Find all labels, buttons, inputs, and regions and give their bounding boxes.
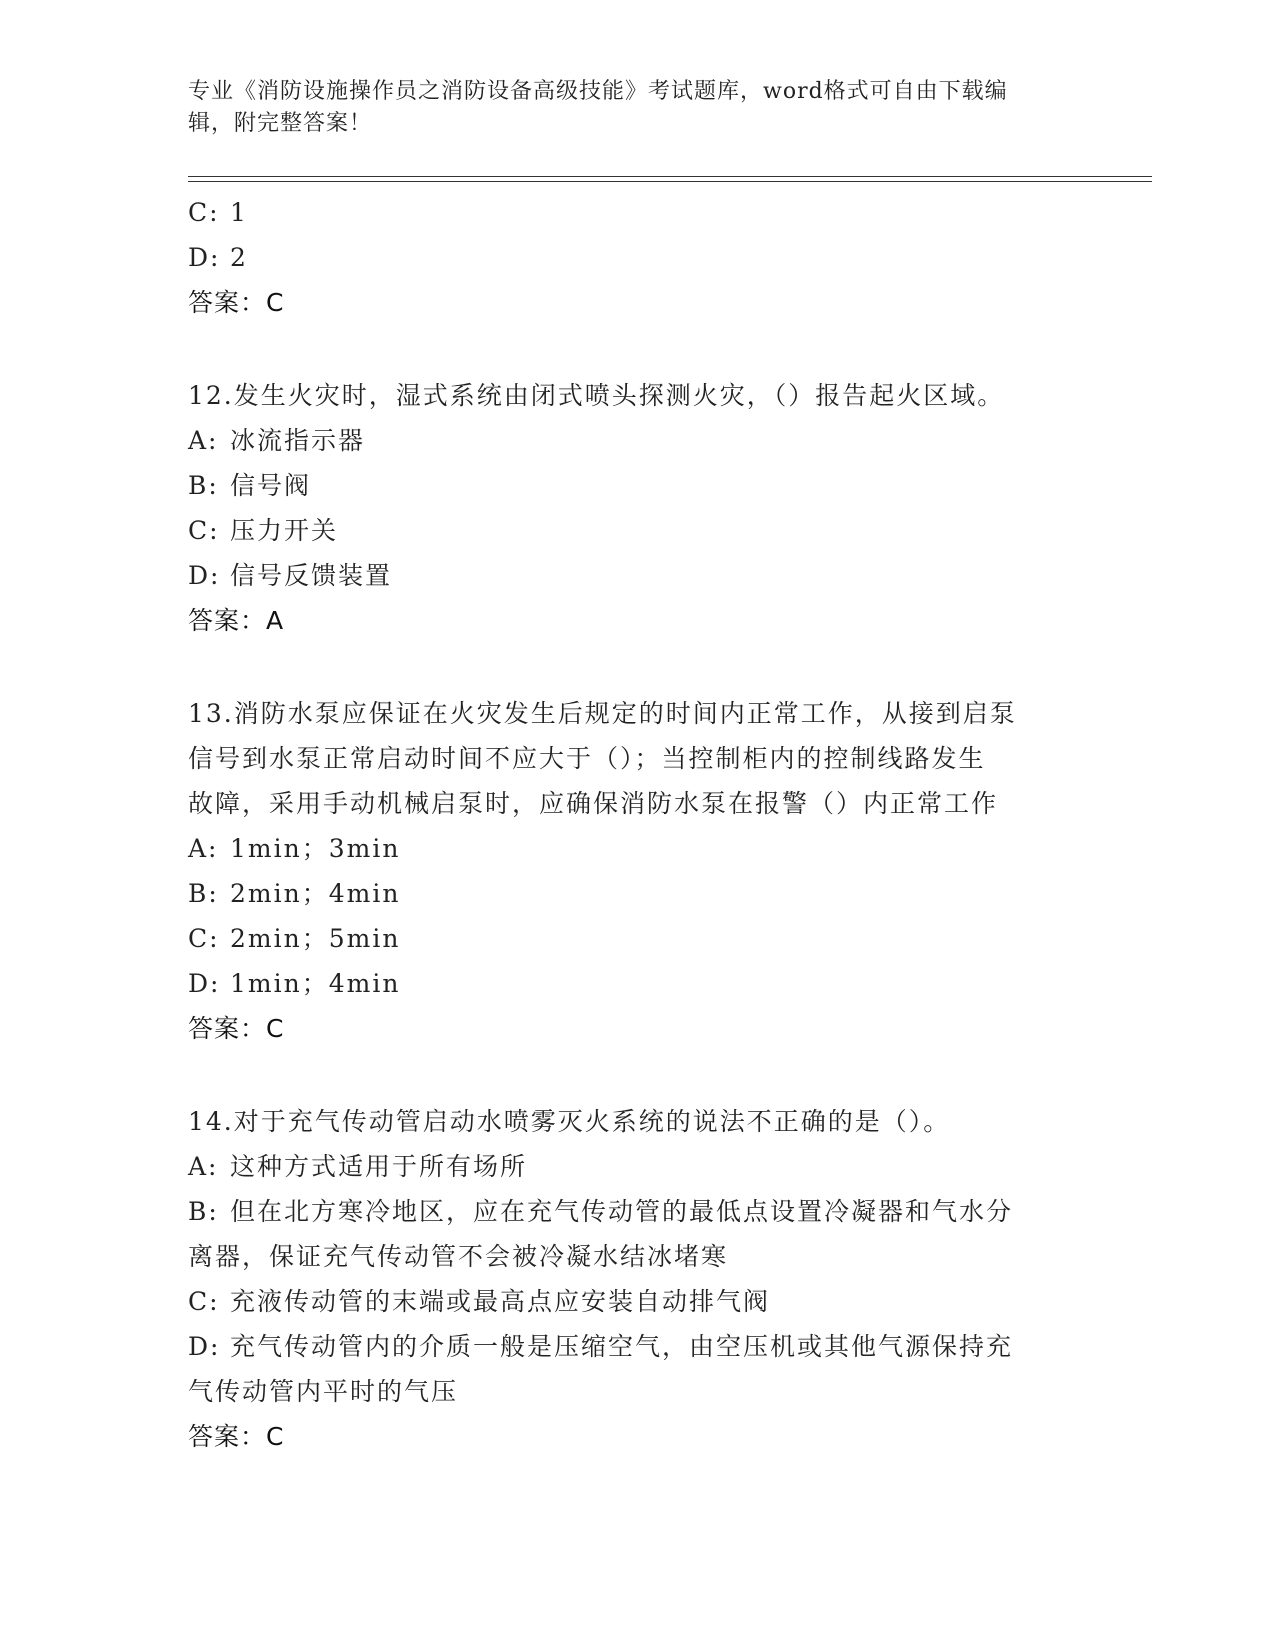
option-label: C: bbox=[188, 516, 220, 545]
question-stem-line: 故障，采用手动机械启泵时，应确保消防水泵在报警（）内正常工作 bbox=[188, 789, 999, 818]
option-text: 信号阀 bbox=[230, 471, 312, 500]
option-c bbox=[188, 916, 1088, 961]
header-line-1: 专业《消防设施操作员之消防设备高级技能》考试题库，word格式可自由下载编 bbox=[188, 79, 1008, 104]
option-label: D: bbox=[188, 969, 221, 998]
option-d bbox=[188, 961, 1088, 1006]
option-label: B: bbox=[188, 471, 219, 500]
question-11-partial bbox=[188, 190, 1088, 325]
option-label: C: bbox=[188, 924, 220, 953]
question-stem: 12.发生火灾时，湿式系统由闭式喷头探测火灾，（）报告起火区域。 bbox=[188, 381, 1005, 410]
header-line-2: 辑，附完整答案！ bbox=[188, 111, 373, 136]
option-label: B: bbox=[188, 1197, 219, 1226]
option-a bbox=[188, 1144, 1088, 1189]
answer-line: 答案：A bbox=[188, 606, 285, 635]
question-list bbox=[188, 190, 1088, 1459]
option-text: 1min；3min bbox=[230, 834, 401, 863]
option-label: A: bbox=[188, 1152, 219, 1181]
option-d bbox=[188, 235, 1088, 280]
option-label: A: bbox=[188, 426, 219, 455]
question-stem: 14.对于充气传动管启动水喷雾灭火系统的说法不正确的是（）。 bbox=[188, 1107, 951, 1136]
option-d-continuation: 气传动管内平时的气压 bbox=[188, 1377, 459, 1406]
option-text: 冰流指示器 bbox=[230, 426, 366, 455]
option-text: 2 bbox=[230, 243, 248, 272]
option-label: B: bbox=[188, 879, 219, 908]
option-c bbox=[188, 190, 1088, 235]
option-label: D: bbox=[188, 243, 221, 272]
answer-line: 答案：C bbox=[188, 1014, 285, 1043]
question-stem-line: 13.消防水泵应保证在火灾发生后规定的时间内正常工作，从接到启泵 bbox=[188, 699, 1017, 728]
option-d bbox=[188, 1324, 1088, 1369]
option-text: 这种方式适用于所有场所 bbox=[230, 1152, 528, 1181]
question-14 bbox=[188, 1099, 1088, 1459]
option-text: 充气传动管内的介质一般是压缩空气，由空压机或其他气源保持充 bbox=[230, 1332, 1014, 1361]
option-text: 信号反馈装置 bbox=[230, 561, 393, 590]
option-label: D: bbox=[188, 561, 221, 590]
option-label: A: bbox=[188, 834, 219, 863]
option-b bbox=[188, 871, 1088, 916]
option-c bbox=[188, 1279, 1088, 1324]
question-stem-line: 信号到水泵正常启动时间不应大于（）；当控制柜内的控制线路发生 bbox=[188, 744, 986, 773]
header-rule-top bbox=[188, 176, 1152, 177]
option-a bbox=[188, 826, 1088, 871]
option-b bbox=[188, 1189, 1088, 1234]
question-13 bbox=[188, 691, 1088, 1051]
answer-line: 答案：C bbox=[188, 288, 285, 317]
option-text: 但在北方寒冷地区，应在充气传动管的最低点设置冷凝器和气水分 bbox=[230, 1197, 1014, 1226]
option-b bbox=[188, 463, 1088, 508]
option-text: 压力开关 bbox=[230, 516, 339, 545]
option-text: 2min；4min bbox=[230, 879, 401, 908]
option-label: C: bbox=[188, 198, 220, 227]
option-text: 2min；5min bbox=[230, 924, 401, 953]
question-12 bbox=[188, 373, 1088, 643]
option-label: D: bbox=[188, 1332, 221, 1361]
option-b-continuation: 离器，保证充气传动管不会被冷凝水结冰堵寒 bbox=[188, 1242, 729, 1271]
document-header bbox=[188, 76, 1068, 140]
option-d bbox=[188, 553, 1088, 598]
option-label: C: bbox=[188, 1287, 220, 1316]
answer-line: 答案：C bbox=[188, 1422, 285, 1451]
option-text: 1min；4min bbox=[230, 969, 401, 998]
option-c bbox=[188, 508, 1088, 553]
option-text: 充液传动管的末端或最高点应安装自动排气阀 bbox=[230, 1287, 771, 1316]
option-a bbox=[188, 418, 1088, 463]
option-text: 1 bbox=[230, 198, 248, 227]
header-rule-bottom bbox=[188, 181, 1152, 182]
